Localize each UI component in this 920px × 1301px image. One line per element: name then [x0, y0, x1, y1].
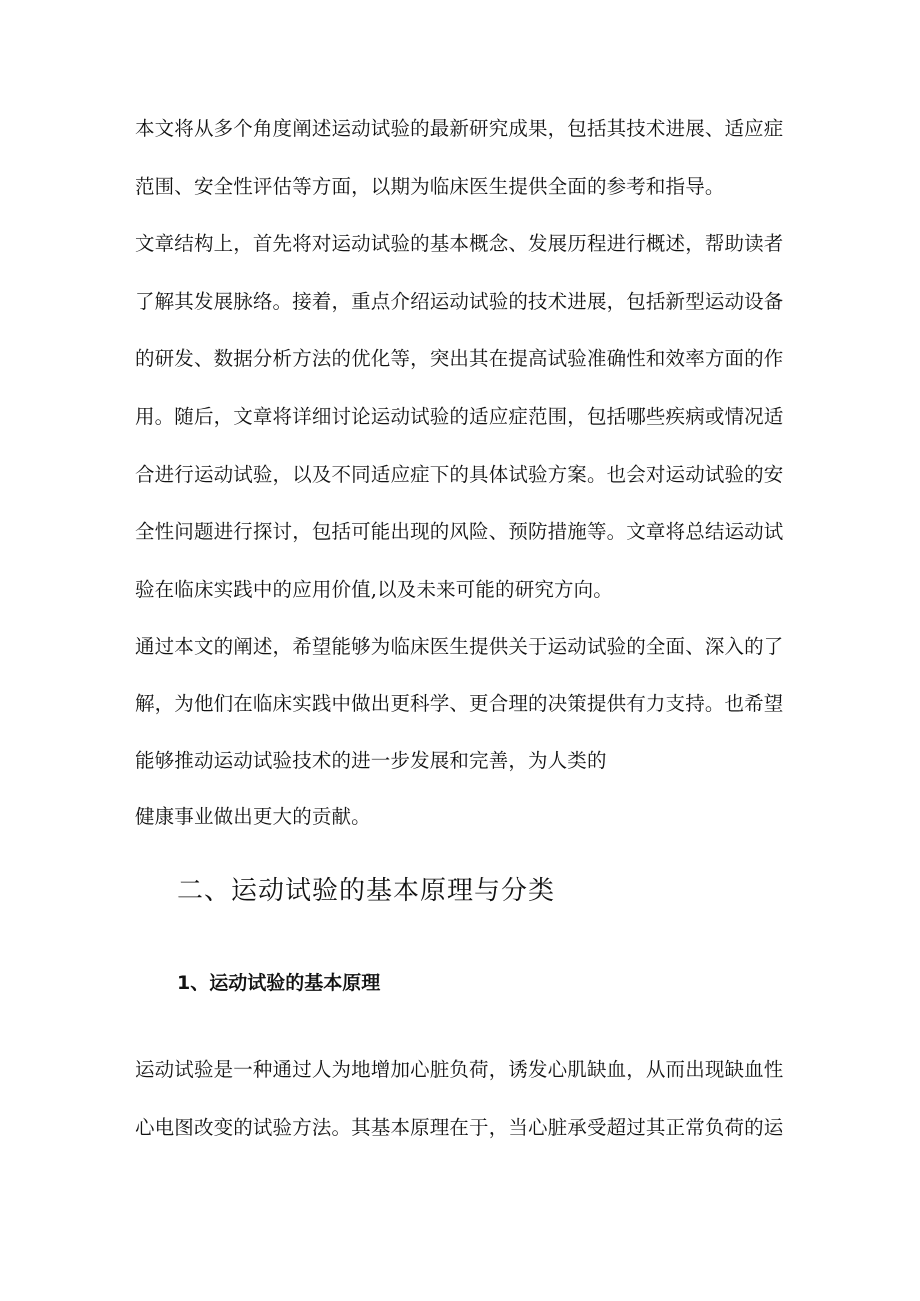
paragraph-2-line-5: 合进行运动试验，以及不同适应症下的具体试验方案。也会对运动试验的安 — [135, 463, 784, 486]
paragraph-3-line-1: 通过本文的阐述，希望能够为临床医生提供关于运动试验的全面、深入的了 — [135, 635, 784, 658]
paragraph-2-line-1: 文章结构上，首先将对运动试验的基本概念、发展历程进行概述，帮助读者 — [135, 232, 784, 255]
paragraph-1-line-2: 范围、安全性评估等方面，以期为临床医生提供全面的参考和指导。 — [135, 175, 725, 198]
paragraph-1-line-1: 本文将从多个角度阐述运动试验的最新研究成果，包括其技术进展、适应症 — [135, 117, 784, 140]
paragraph-2-line-2: 了解其发展脉络。接着，重点介绍运动试验的技术进展，包括新型运动设备 — [135, 290, 784, 313]
subsection-heading: 1、运动试验的基本原理 — [177, 972, 381, 994]
paragraph-4-line-1: 健康事业做出更大的贡献。 — [135, 805, 371, 828]
paragraph-3-line-3: 能够推动运动试验技术的进一步发展和完善，为人类的 — [135, 749, 607, 772]
paragraph-2-line-6: 全性问题进行探讨，包括可能出现的风险、预防措施等。文章将总结运动试 — [135, 520, 784, 543]
paragraph-2-line-3: 的研发、数据分析方法的优化等，突出其在提高试验准确性和效率方面的作 — [135, 347, 784, 370]
paragraph-2-line-7: 验在临床实践中的应用价值,以及未来可能的研究方向。 — [135, 578, 613, 601]
final-paragraph-line-2: 心电图改变的试验方法。其基本原理在于，当心脏承受超过其正常负荷的运 — [135, 1116, 784, 1139]
section-heading: 二、运动试验的基本原理与分类 — [177, 876, 556, 906]
final-paragraph-line-1: 运动试验是一种通过人为地增加心脏负荷，诱发心肌缺血，从而出现缺血性 — [135, 1058, 784, 1081]
paragraph-2-line-4: 用。随后，文章将详细讨论运动试验的适应症范围，包括哪些疾病或情况适 — [135, 405, 784, 428]
paragraph-3-line-2: 解，为他们在临床实践中做出更科学、更合理的决策提供有力支持。也希望 — [135, 692, 784, 715]
